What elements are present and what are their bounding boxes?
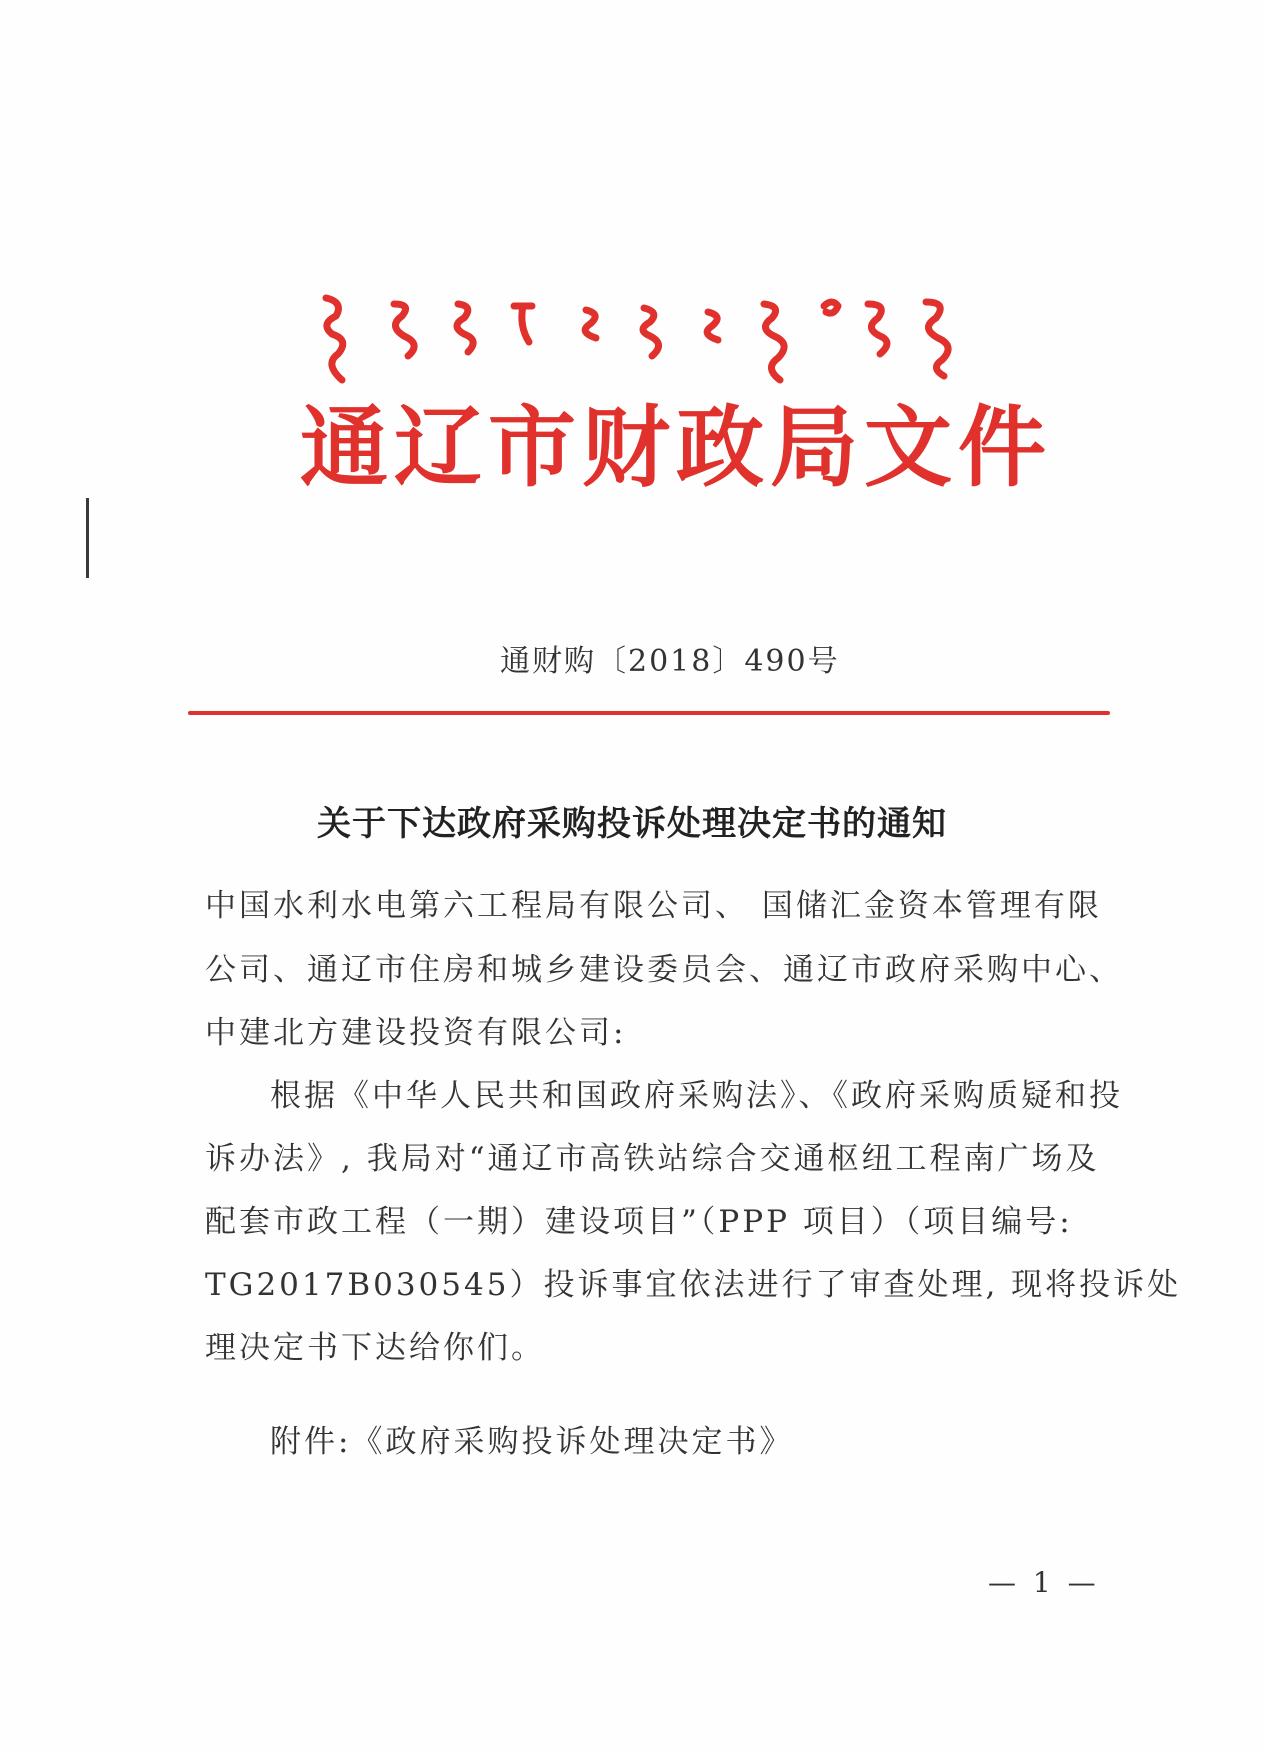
document-number: 通财购〔2018〕490号 bbox=[500, 644, 840, 679]
body-line-7: TG2017B030545）投诉事宜依法进行了审查处理, 现将投诉处 bbox=[205, 1267, 1182, 1303]
binding-mark bbox=[86, 498, 89, 578]
body-line-2: 公司、通辽市住房和城乡建设委员会、通辽市政府采购中心、 bbox=[205, 952, 1123, 988]
mongolian-script-title bbox=[316, 288, 996, 388]
body-line-6: 配套市政工程（一期）建设项目”（PPP 项目）（项目编号: bbox=[205, 1204, 1073, 1240]
issuer-title: 通辽市财政局文件 bbox=[300, 396, 1053, 499]
body-line-5: 诉办法》, 我局对“通辽市高铁站综合交通枢纽工程南广场及 bbox=[205, 1141, 1100, 1177]
attachment-line: 附件:《政府采购投诉处理决定书》 bbox=[270, 1424, 794, 1460]
body-line-8: 理决定书下达给你们。 bbox=[205, 1330, 545, 1366]
notice-title: 关于下达政府采购投诉处理决定书的通知 bbox=[317, 804, 947, 844]
page-number: — 1 — bbox=[988, 1566, 1100, 1599]
red-divider-line bbox=[188, 711, 1110, 715]
body-line-3: 中建北方建设投资有限公司: bbox=[205, 1015, 627, 1051]
body-line-4: 根据《中华人民共和国政府采购法》、《政府采购质疑和投 bbox=[270, 1078, 1123, 1114]
mongolian-script-graphic bbox=[316, 288, 996, 388]
body-line-1: 中国水利水电第六工程局有限公司、 国储汇金资本管理有限 bbox=[205, 888, 1102, 924]
